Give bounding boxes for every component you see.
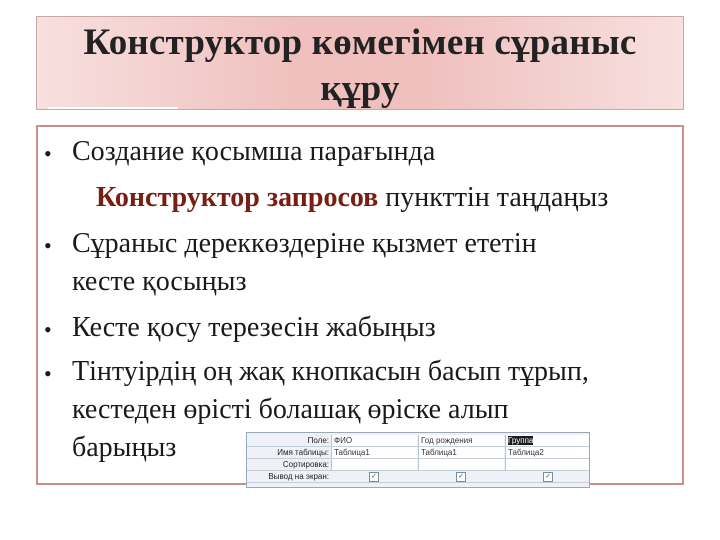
bullet-1-line-1: Создание қосымша парағында [72, 136, 436, 167]
bullet-4-line-2: кестеден өрісті болашақ өріске алып [72, 394, 509, 425]
table-cell[interactable]: Таблица1 [331, 447, 417, 458]
table-cell[interactable]: Таблица1 [418, 447, 504, 458]
bullet-1-highlight: Конструктор запросов [96, 182, 379, 213]
table-cell[interactable]: Таблица2 [505, 447, 589, 458]
bullet-2-line-2: кесте қосыңыз [72, 266, 247, 297]
slide-title [36, 20, 684, 112]
sort-cell[interactable] [331, 459, 417, 470]
bullet-marker: • [44, 361, 52, 386]
row-label-sort: Сортировка: [282, 460, 329, 469]
title-line-2: құру [320, 68, 400, 109]
row-label-field: Поле: [307, 436, 329, 445]
bullet-1-after: пункттін таңдаңыз [378, 182, 609, 213]
bullet-2-line-1: Сұраныс дереккөздеріне қызмет ететін [72, 228, 537, 259]
field-cell[interactable] [505, 435, 589, 446]
grid-row-field [247, 435, 589, 447]
bullet-4-line-3: барыңыз [72, 432, 177, 463]
show-checkbox[interactable]: ✓ [543, 472, 553, 482]
sort-cell[interactable] [505, 459, 589, 470]
row-label-show: Вывод на экран: [268, 472, 329, 481]
selected-field: Группа [508, 436, 534, 445]
bullet-3-line-1: Кесте қосу терезесін жабыңыз [72, 312, 436, 343]
grid-row-table [247, 447, 589, 459]
title-line-1: Конструктор көмегімен сұраныс [83, 22, 637, 63]
grid-row-sort [247, 459, 589, 471]
field-cell[interactable]: ФИО [331, 435, 417, 446]
grid-row-show [247, 471, 589, 483]
bullet-4-line-1: Тінтуірдің оң жақ кнопкасын басып тұрып, [72, 356, 589, 387]
row-label-table: Имя таблицы: [277, 448, 329, 457]
query-design-grid [246, 432, 590, 488]
bullet-1-line-2 [96, 180, 608, 216]
show-checkbox[interactable]: ✓ [456, 472, 466, 482]
sort-cell[interactable] [418, 459, 504, 470]
field-cell[interactable]: Год рождения [418, 435, 504, 446]
bullet-marker: • [44, 141, 52, 166]
bullet-marker: • [44, 317, 52, 342]
show-checkbox[interactable]: ✓ [369, 472, 379, 482]
bullet-marker: • [44, 233, 52, 258]
